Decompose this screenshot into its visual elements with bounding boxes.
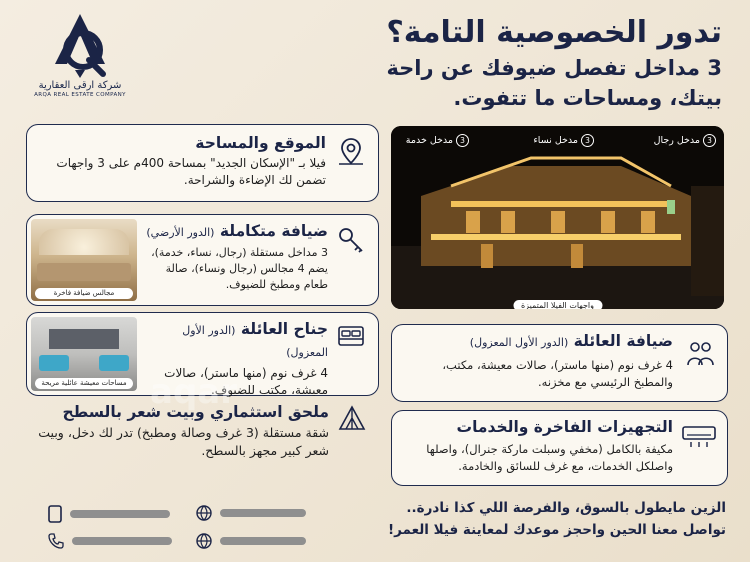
villa-label-women-text: مدخل نساء (533, 135, 578, 146)
logo-name-en: ARQA REAL ESTATE COMPANY (34, 92, 126, 98)
cta-line-2: تواصل معنا الحين واحجز موعدك لمعاينة فيلا العمر! (388, 522, 726, 538)
globe-icon (196, 505, 212, 521)
card-annex-title: ملحق استثماري وبيت شعر بالسطح (62, 403, 329, 421)
card-family-hospitality-heading (402, 331, 673, 353)
card-family-wing-body: 4 غرف نوم (منها ماستر)، صالات معيشة، مكتب للضيوف. (164, 366, 328, 397)
card-hospitality-body: 3 مداخل مستقلة (رجال، نساء، خدمة)، يضم 4 مجالس (رجال ونساء)، صالة طعام ومطبخ للضيوف. (151, 246, 328, 291)
globe-icon (196, 533, 212, 549)
card-family-wing-heading (145, 319, 328, 363)
villa-label-men-text: مدخل رجال (653, 135, 700, 146)
card-hospitality (26, 214, 379, 306)
card-family-hospitality-note: (الدور الأول المعزول) (469, 336, 569, 349)
tent-icon (337, 404, 367, 434)
card-location (26, 124, 379, 202)
card-hospitality-title: ضيافة متكاملة (219, 222, 328, 240)
headline-title: تدور الخصوصية التامة؟ (386, 15, 722, 50)
phone-icon (48, 533, 64, 549)
villa-label-men (654, 134, 716, 147)
contact-phone-redacted (70, 510, 170, 518)
mobile-icon (48, 505, 62, 523)
card-family-wing-title: جناح العائلة (240, 320, 328, 338)
cta-line-1: الزين مايطول بالسوق، والفرصة اللي كذا نادرة.. (406, 500, 726, 516)
headline (322, 14, 722, 112)
card-equipment (391, 410, 728, 486)
air-conditioner-icon (681, 421, 717, 451)
thumb-majlis (31, 219, 137, 301)
logo-mark-icon (49, 12, 111, 78)
thumb-living (31, 317, 137, 391)
card-annex-body: شقة مستقلة (3 غرف وصالة ومطبخ) تدر لك دخل، وبيت شعر كبير مجهز بالسطح. (38, 425, 329, 458)
map-pin-icon (336, 137, 366, 167)
card-equipment-body: مكيفة بالكامل (مخفي وسبلت ماركة جنرال)، واصلها واصلكل الخدمات، مع غرف للسائق والخادمة. (426, 442, 673, 473)
call-to-action (376, 497, 726, 541)
villa-label-service (406, 134, 469, 147)
contact-web[interactable] (196, 505, 306, 521)
villa-label-women (533, 134, 594, 147)
contact-web-2-redacted (220, 537, 306, 545)
card-family-wing-note: (الدور الأول المعزول) (182, 324, 328, 359)
villa-photo (391, 126, 724, 309)
card-family-hospitality-body: 4 غرف نوم (منها ماستر)، صالات معيشة، مكتب، والمطبخ الرئيسي مع مخزنه. (442, 358, 673, 389)
contact-call[interactable] (48, 533, 172, 549)
contact-block (28, 495, 256, 555)
villa-label-women-num: 3 (581, 134, 594, 147)
thumb-majlis-caption: مجالس ضيافة فاخرة (35, 288, 133, 299)
villa-label-men-num: 3 (703, 134, 716, 147)
card-family-hospitality-title: ضيافة العائلة (573, 332, 673, 350)
contact-web-redacted (220, 509, 306, 517)
villa-caption: واجهات الفيلا المتميزة (513, 300, 602, 309)
card-family-hospitality (391, 324, 728, 402)
card-hospitality-note: (الدور الأرضي) (146, 226, 215, 239)
contact-phone[interactable] (48, 505, 170, 523)
thumb-living-caption: مساحات معيشة عائلية مريحة (35, 378, 133, 389)
villa-label-service-num: 3 (456, 134, 469, 147)
villa-illustration (391, 126, 724, 309)
contact-call-redacted (72, 537, 172, 545)
contact-web-2[interactable] (196, 533, 306, 549)
card-equipment-title: التجهيزات الفاخرة والخدمات (456, 418, 673, 436)
card-location-body: فيلا بـ "الإسكان الجديد" بمساحة 400م على 3 واجهات تضمن لك الإضاءة والشراحة. (56, 156, 326, 187)
card-location-title: الموقع والمساحة (195, 134, 326, 152)
headline-subtitle-1: 3 مداخل تفصل ضيوفك عن راحة (386, 56, 722, 80)
headline-subtitle-2: بيتك، ومساحات ما تتفوت. (453, 86, 722, 110)
bed-icon (336, 321, 366, 351)
company-logo (28, 12, 132, 98)
family-icon (685, 339, 715, 369)
key-icon (336, 225, 366, 255)
watermark: aqar (150, 372, 237, 412)
card-hospitality-heading (145, 221, 328, 243)
villa-label-service-text: مدخل خدمة (405, 135, 453, 146)
logo-name-ar: شركة ارقى العقارية (38, 80, 122, 91)
